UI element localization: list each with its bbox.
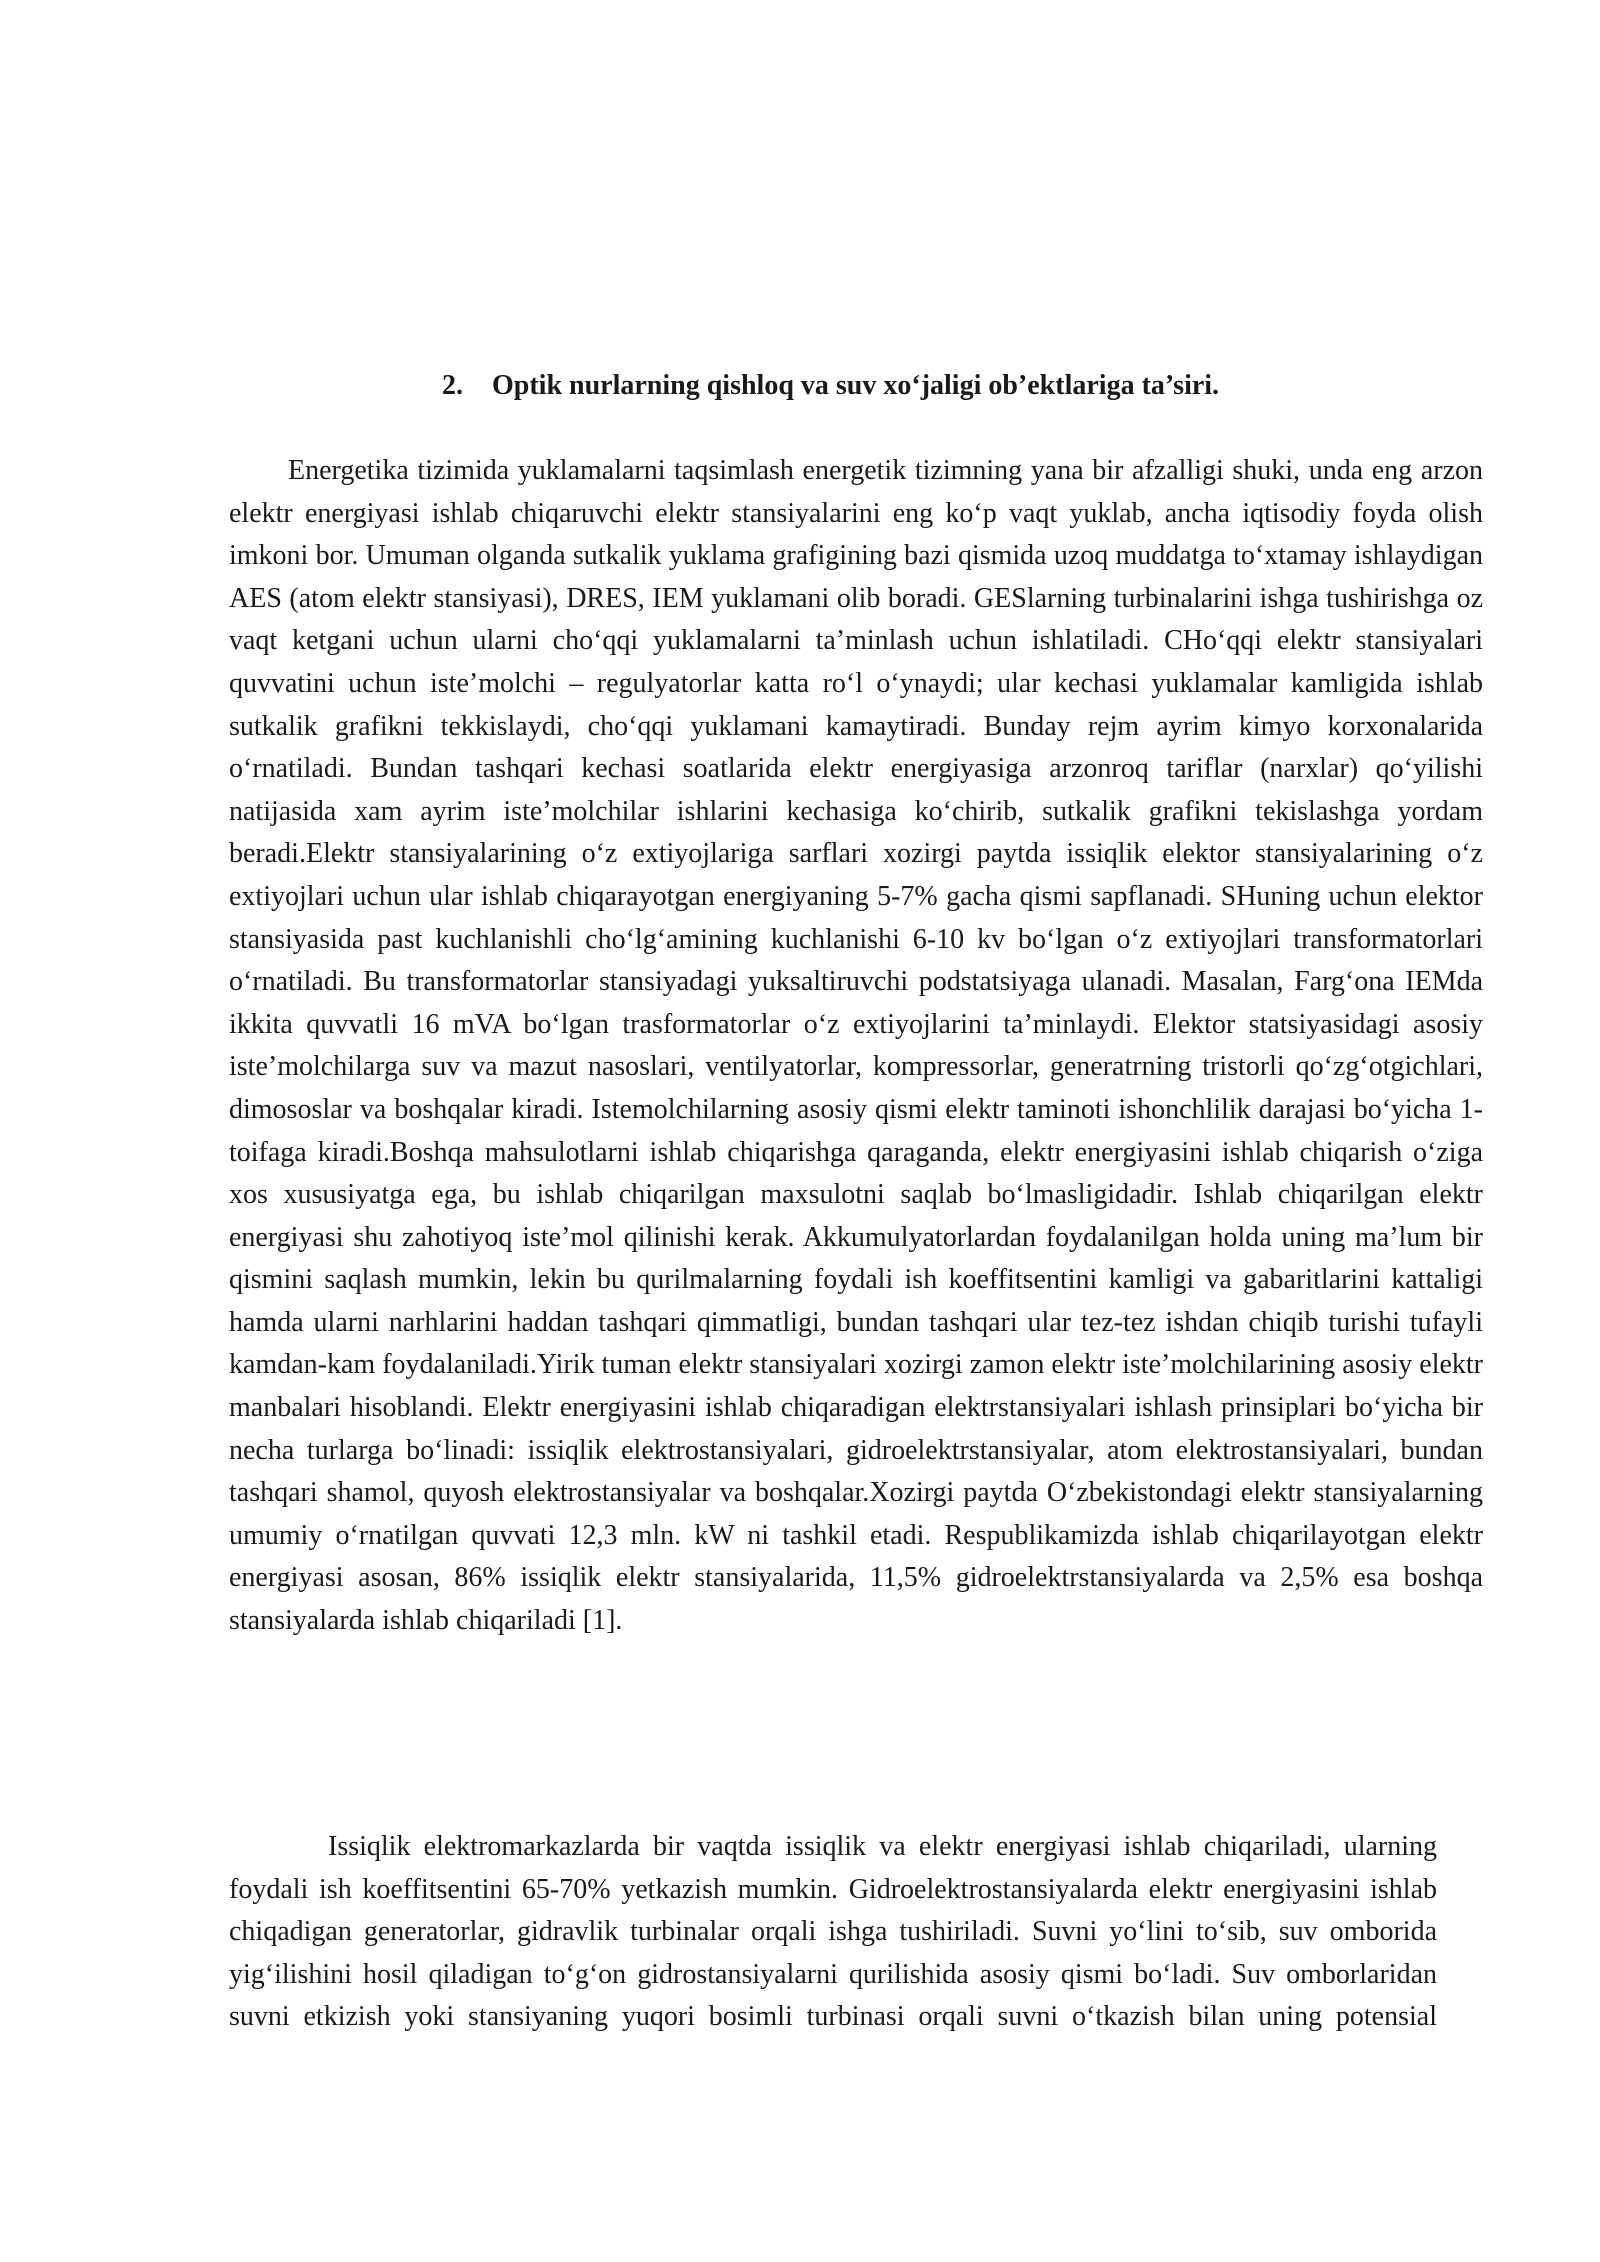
section-heading xyxy=(442,368,1442,404)
paragraph-2: Issiqlik elektromarkazlarda bir vaqtda issiqlik va elektr energiyasi ishlab chiqariladi, ularning foydali ish koeffitsentini 65-70% yetkazish mumkin. Gidroelektrostansiyalarda elektr energiyasini ishlab chiqadigan generatorlar, gidravlik turbinalar orqali ishga tushiriladi. Suvni yo‘lini to‘sib, suv omborida yig‘ilishini hosil qiladigan to‘g‘on gidrostansiyalarni qurilishida asosiy qismi bo‘ladi. Suv omborlaridan suvni etkizish yoki stansiyaning yuqori bosimli turbinasi orqali suvni o‘tkazish bilan uning potensial xyxy=(229,1831,1437,2033)
paragraph-1: Energetika tizimida yuklamalarni taqsimlash energetik tizimning yana bir afzalligi shuki, unda eng arzon elektr energiyasi ishlab chiqaruvchi elektr stansiyalarini eng ko‘p vaqt yuklab, ancha iqtisodiy foyda olish imkoni bor. Umuman olganda sutkalik yuklama grafigining bazi qismida uzoq muddatga to‘xtamay ishlaydigan AES (atom elektr stansiyasi), DRES, IEM yuklamani olib boradi. GESlarning turbinalarini ishga tushirishga oz vaqt ketgani uchun ularni cho‘qqi yuklamalarni ta’minlash uchun ishlatiladi. CHo‘qqi elektr stansiyalari quvvatini uchun iste’molchi – regulyatorlar katta ro‘l o‘ynaydi; ular kechasi yuklamalar kamligida ishlab sutkalik grafikni tekkislaydi, cho‘qqi yuklamani kamaytiradi. Bunday rejm ayrim kimyo korxonalarida o‘rnatiladi. Bundan tashqari kechasi soatlarida elektr energiyasiga arzonroq tariflar (narxlar) qo‘yilishi natijasida xam ayrim iste’molchilar ishlarini kechasiga ko‘chirib, sutkalik grafikni tekislashga yordam beradi.Elektr stansiyalarining o‘z extiyojlariga sarflari xozirgi paytda issiqlik elektor stansiyalarining o‘z extiyojlari uchun ular ishlab chiqarayotgan energiyaning 5-7% gacha qismi sapflanadi. SHuning uchun elektor stansiyasida past kuchlanishli cho‘lg‘amining kuchlanishi 6-10 kv bo‘lgan o‘z extiyojlari transformatorlari o‘rnatiladi. Bu transformatorlar stansiyadagi yuksaltiruvchi podstatsiyaga ulanadi. Masalan, Farg‘ona IEMda ikkita quvvatli 16 mVA bo‘lgan trasformatorlar o‘z extiyojlarini ta’minlaydi. Elektor statsiyasidagi asosiy iste’molchilarga suv va mazut nasoslari, ventilyatorlar, kompressorlar, generatrning tristorli qo‘zg‘otgichlari, dimososlar va boshqalar kiradi. Istemolchilarning asosiy qismi elektr taminoti ishonchlilik darajasi bo‘yicha 1-toifaga kiradi.Boshqa mahsulotlarni ishlab chiqarishga qaraganda, elektr energiyasini ishlab chiqarish o‘ziga xos xususiyatga ega, bu ishlab chiqarilgan maxsulotni saqlab bo‘lmasligidadir. Ishlab chiqarilgan elektr energiyasi shu zahotiyoq iste’mol qilinishi kerak. Akkumulyatorlardan foydalanilgan holda uning ma’lum bir qismini saqlash mumkin, lekin bu qurilmalarning foydali ish koeffitsentini kamligi va gabaritlarini kattaligi hamda ularni narhlarini haddan tashqari qimmatligi, bundan tashqari ular tez-tez ishdan chiqib turishi tufayli kamdan-kam foydalaniladi.Yirik tuman elektr stansiyalari xozirgi zamon elektr iste’molchilarining asosiy elektr manbalari hisoblandi. Elektr energiyasini ishlab chiqaradigan elektrstansiyalari ishlash prinsiplari bo‘yicha bir necha turlarga bo‘linadi: issiqlik elektrostansiyalari, gidroelektrstansiyalar, atom elektrostansiyalari, bundan tashqari shamol, quyosh elektrostansiyalar va boshqalar.Xozirgi paytda O‘zbekistondagi elektr stansiyalarning umumiy o‘rnatilgan quvvati 12,3 mln. kW ni tashkil etadi. Respublikamizda ishlab chiqarilayotgan elektr energiyasi asosan, 86% issiqlik elektr stansiyalarida, 11,5% gidroelektrstansiyalarda va 2,5% esa boshqa stansiyalarda ishlab chiqariladi [1]. xyxy=(229,455,1483,1637)
section-title: Optik nurlarning qishloq va suv xo‘jaligi ob’ektlariga ta’siri. xyxy=(492,370,1220,401)
section-number: 2. xyxy=(442,370,463,401)
